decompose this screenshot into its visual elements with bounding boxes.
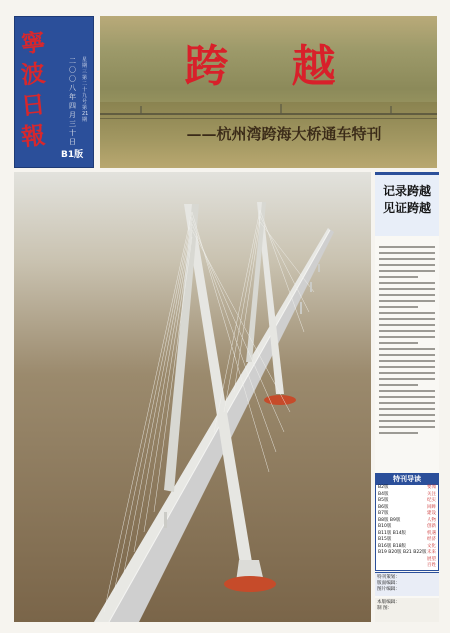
issue-info: 星期三 第二十九号 第21期 bbox=[82, 57, 89, 123]
credits-block-2 bbox=[375, 598, 439, 622]
masthead-logo-block bbox=[14, 16, 94, 168]
sidebar-heading-line1: 记录跨越 bbox=[382, 184, 431, 198]
main-photo bbox=[14, 172, 371, 622]
logo-char: 波 bbox=[19, 58, 47, 90]
credit-line: 特刊策划： bbox=[377, 575, 400, 580]
special-guide bbox=[375, 473, 439, 571]
guide-row[interactable]: 展望 bbox=[427, 556, 436, 562]
guide-row[interactable]: B4版 关注 bbox=[378, 491, 436, 497]
guide-row[interactable]: B8版 B9版 人物 bbox=[378, 517, 436, 523]
headline-banner bbox=[100, 16, 437, 168]
page-title: 跨 越 bbox=[184, 41, 360, 92]
banner-bridge-line bbox=[100, 113, 437, 115]
credit-line: 图片编辑： bbox=[377, 587, 400, 592]
credit-line: 制 图： bbox=[377, 606, 393, 611]
guide-row[interactable]: B5版 纪实 bbox=[378, 498, 436, 503]
credit-line: 版面编辑： bbox=[377, 581, 400, 586]
logo-char: 寧 bbox=[19, 27, 47, 59]
banner-bridge-line-shadow bbox=[100, 118, 437, 119]
logo-char: 報 bbox=[19, 120, 47, 152]
newspaper-logo bbox=[21, 27, 51, 151]
credits-block bbox=[375, 572, 439, 596]
guide-row[interactable]: B10版 创新 bbox=[378, 524, 436, 529]
issue-date: 二〇〇八年四月三十日 bbox=[69, 57, 76, 146]
guide-row[interactable]: 百姓 bbox=[427, 563, 436, 568]
page-subtitle: ——杭州湾跨海大桥通车特刊 bbox=[186, 125, 382, 143]
sidebar-heading bbox=[375, 172, 439, 236]
guide-row[interactable]: B7版 建设 bbox=[378, 511, 436, 516]
guide-row[interactable]: B11版 B14版 机遇 bbox=[378, 530, 436, 536]
guide-row[interactable]: B16版 B18版 文化 bbox=[378, 543, 436, 549]
banner-pylon bbox=[390, 106, 392, 114]
guide-row[interactable]: B15版 经济 bbox=[378, 537, 436, 542]
sidebar-body-text bbox=[375, 236, 439, 434]
sidebar-heading-line2: 见证跨越 bbox=[382, 201, 431, 215]
logo-char: 日 bbox=[19, 89, 47, 121]
edition-label: B1版 bbox=[61, 150, 84, 160]
guide-row[interactable]: B2版 要闻 bbox=[378, 485, 436, 490]
guide-row[interactable]: B6版 回眸 bbox=[378, 504, 436, 510]
bridge-photo-illustration bbox=[14, 172, 371, 622]
banner-pylon bbox=[140, 106, 142, 114]
credit-line: 本版编辑： bbox=[377, 600, 400, 605]
guide-title: 特刊导读 bbox=[376, 474, 438, 485]
banner-pylon bbox=[280, 104, 282, 114]
guide-row[interactable]: B19 B20版 B21 B22版 未来 bbox=[378, 550, 436, 555]
